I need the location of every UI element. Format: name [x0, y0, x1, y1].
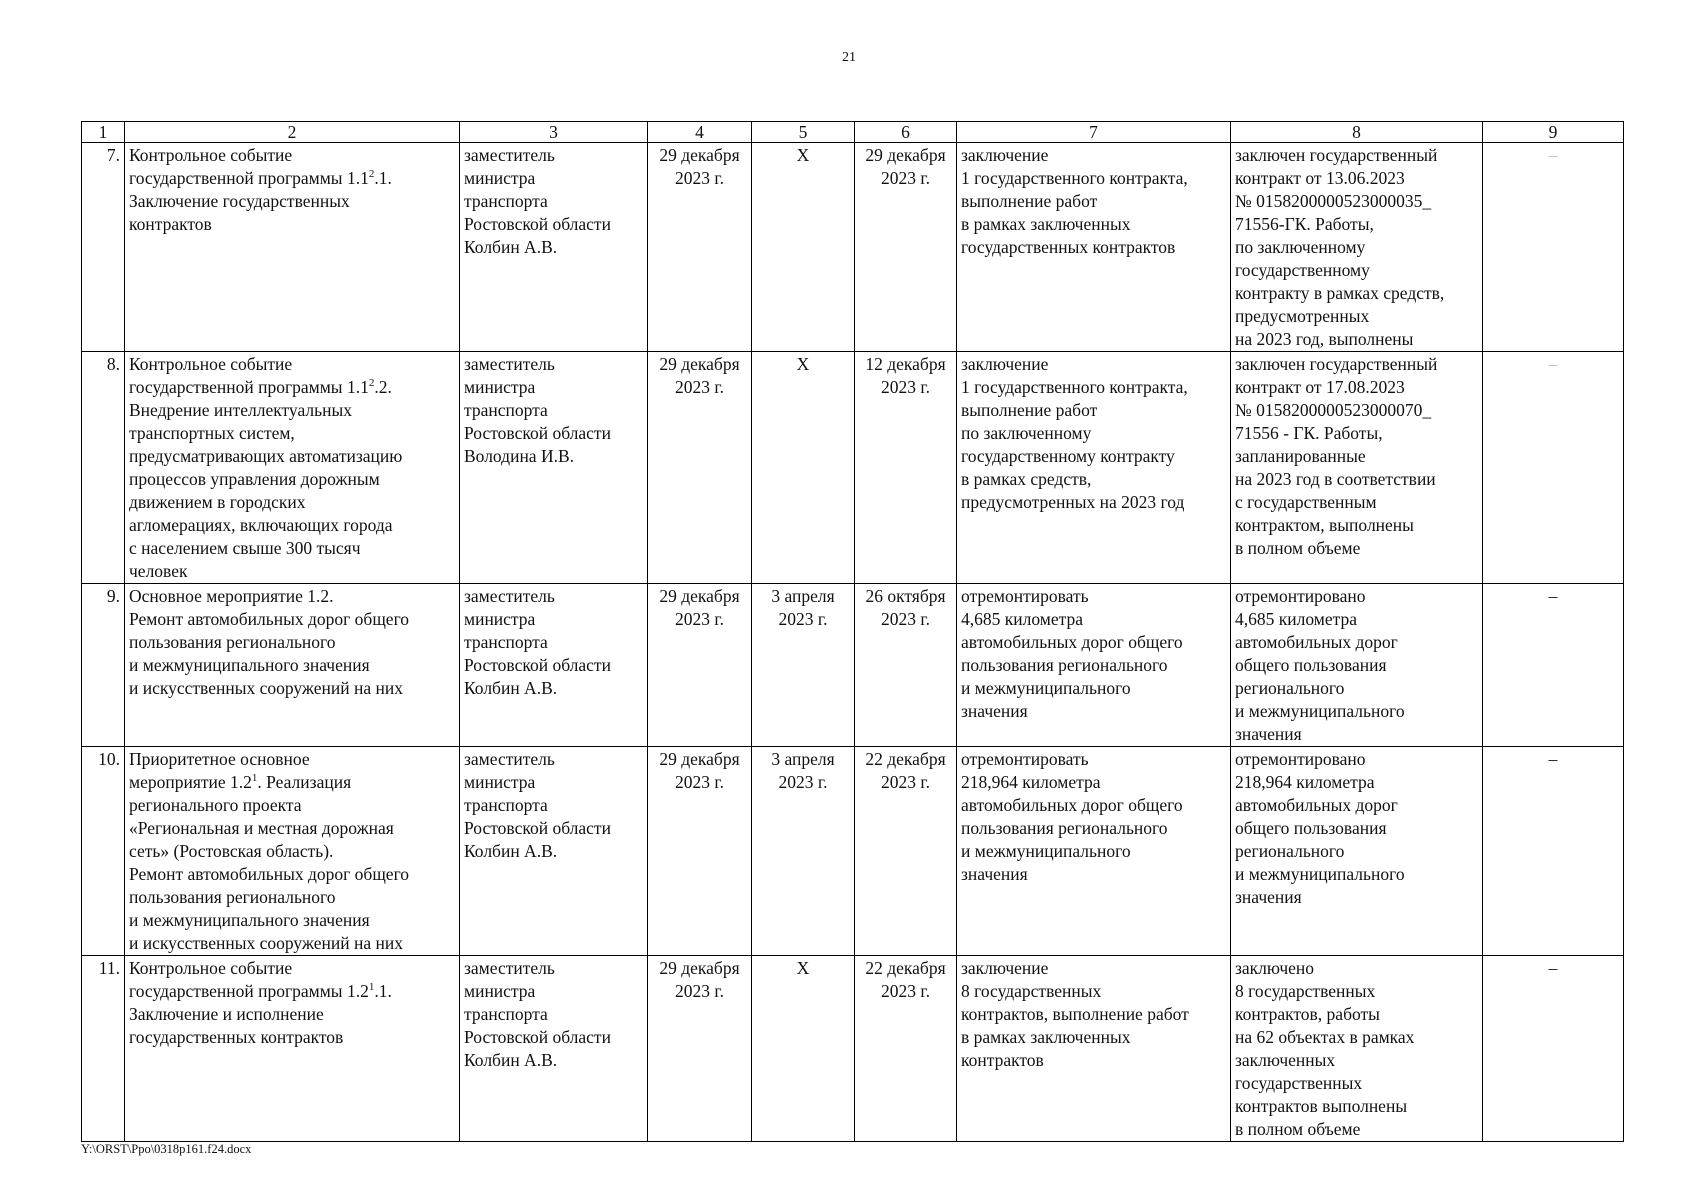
actual-result-cell: заключен государственный контракт от 13.06.2023 № 0158200000523000035_ 71556-ГК. Работы, по заключенному государственному контракту в рамках средств, предусмотренных на 2023 год, выполнены: [1231, 143, 1483, 352]
planned-end-cell: 29 декабря 2023 г.: [648, 352, 752, 584]
actual-start-cell: 3 апреля 2023 г.: [752, 747, 855, 956]
event-name: Контрольное событие государственной программы 1.1: [129, 354, 369, 397]
table-row: [82, 143, 1624, 352]
expected-result-cell: отремонтировать 218,964 километра автомобильных дорог общего пользования регионального и межмуниципального значения: [957, 747, 1231, 956]
table-row: [82, 956, 1624, 1142]
event-superscript: 2: [368, 168, 375, 181]
event-name-continued: .2. Внедрение интеллектуальных транспортных систем, предусматривающих автоматизацию процессов управления дорожным движением в городских агломерациях, включающих города с населением свыше 300 тысяч человек: [129, 377, 403, 581]
note-cell: –: [1483, 352, 1624, 584]
actual-end-cell: 29 декабря 2023 г.: [855, 143, 957, 352]
event-name-continued: . Реализация регионального проекта «Региональная и местная дорожная сеть» (Ростовская область). Ремонт автомобильных дорог общего пользования регионального и межмуниципального значения и искусственных сооружений на них: [129, 772, 410, 953]
table-row: [82, 352, 1624, 584]
planned-end-cell: 29 декабря 2023 г.: [648, 747, 752, 956]
event-superscript: 2: [368, 377, 375, 390]
expected-result-cell: заключение 1 государственного контракта, выполнение работ в рамках заключенных государственных контрактов: [957, 143, 1231, 352]
column-header: 8: [1231, 122, 1483, 143]
event-name-continued: .1. Заключение государственных контрактов: [129, 168, 392, 234]
note-cell: –: [1483, 956, 1624, 1142]
note-cell: –: [1483, 747, 1624, 956]
actual-end-cell: 26 октября 2023 г.: [855, 584, 957, 747]
actual-start-cell: Х: [752, 143, 855, 352]
column-header: 9: [1483, 122, 1624, 143]
event-name-cell: [125, 143, 460, 352]
event-name-continued: .1. Заключение и исполнение государственных контрактов: [129, 981, 392, 1047]
actual-result-cell: отремонтировано 4,685 километра автомобильных дорог общего пользования регионального и межмуниципального значения: [1231, 584, 1483, 747]
note-cell: –: [1483, 143, 1624, 352]
actual-start-cell: Х: [752, 352, 855, 584]
event-name-cell: [125, 747, 460, 956]
planned-end-cell: 29 декабря 2023 г.: [648, 584, 752, 747]
planned-end-cell: 29 декабря 2023 г.: [648, 956, 752, 1142]
event-name: Приоритетное основное мероприятие 1.2: [129, 749, 310, 792]
expected-result-cell: заключение 1 государственного контракта, выполнение работ по заключенному государственному контракту в рамках средств, предусмотренных на 2023 год: [957, 352, 1231, 584]
table-header-row: [82, 122, 1624, 143]
column-header: 5: [752, 122, 855, 143]
actual-end-cell: 22 декабря 2023 г.: [855, 747, 957, 956]
row-number: 8.: [82, 352, 125, 584]
event-superscript: 1: [368, 981, 375, 994]
column-header: 1: [82, 122, 125, 143]
actual-start-cell: 3 апреля 2023 г.: [752, 584, 855, 747]
event-superscript: 1: [251, 772, 258, 785]
table-row: [82, 584, 1624, 747]
actual-result-cell: заключено 8 государственных контрактов, работы на 62 объектах в рамках заключенных государственных контрактов выполнены в полном объеме: [1231, 956, 1483, 1142]
column-header: 2: [125, 122, 460, 143]
footer-file-path: Y:\ORST\Ppo\0318p161.f24.docx: [81, 1142, 252, 1156]
expected-result-cell: заключение 8 государственных контрактов, выполнение работ в рамках заключенных контрактов: [957, 956, 1231, 1142]
event-name-cell: [125, 584, 460, 747]
column-header: 4: [648, 122, 752, 143]
column-header: 3: [460, 122, 648, 143]
row-number: 11.: [82, 956, 125, 1142]
note-cell: –: [1483, 584, 1624, 747]
responsible-cell: заместитель министра транспорта Ростовской области Колбин А.В.: [460, 956, 648, 1142]
event-name: Контрольное событие государственной программы 1.1: [129, 145, 369, 188]
column-header: 6: [855, 122, 957, 143]
table-row: [82, 747, 1624, 956]
actual-result-cell: отремонтировано 218,964 километра автомобильных дорог общего пользования регионального и межмуниципального значения: [1231, 747, 1483, 956]
event-name-cell: [125, 956, 460, 1142]
actual-start-cell: Х: [752, 956, 855, 1142]
row-number: 10.: [82, 747, 125, 956]
event-name: Контрольное событие государственной программы 1.2: [129, 958, 369, 1001]
row-number: 7.: [82, 143, 125, 352]
event-name: Основное мероприятие 1.2. Ремонт автомобильных дорог общего пользования регионального и межмуниципального значения и искусственных сооружений на них: [129, 586, 410, 698]
actual-end-cell: 22 декабря 2023 г.: [855, 956, 957, 1142]
responsible-cell: заместитель министра транспорта Ростовской области Колбин А.В.: [460, 143, 648, 352]
report-table: [81, 121, 1624, 1142]
page-number: 21: [842, 50, 856, 65]
planned-end-cell: 29 декабря 2023 г.: [648, 143, 752, 352]
expected-result-cell: отремонтировать 4,685 километра автомобильных дорог общего пользования регионального и межмуниципального значения: [957, 584, 1231, 747]
actual-end-cell: 12 декабря 2023 г.: [855, 352, 957, 584]
actual-result-cell: заключен государственный контракт от 17.08.2023 № 0158200000523000070_ 71556 - ГК. Работы, запланированные на 2023 год в соответствии с государственным контрактом, выполнены в полном объеме: [1231, 352, 1483, 584]
responsible-cell: заместитель министра транспорта Ростовской области Володина И.В.: [460, 352, 648, 584]
responsible-cell: заместитель министра транспорта Ростовской области Колбин А.В.: [460, 584, 648, 747]
column-header: 7: [957, 122, 1231, 143]
event-name-cell: [125, 352, 460, 584]
responsible-cell: заместитель министра транспорта Ростовской области Колбин А.В.: [460, 747, 648, 956]
row-number: 9.: [82, 584, 125, 747]
